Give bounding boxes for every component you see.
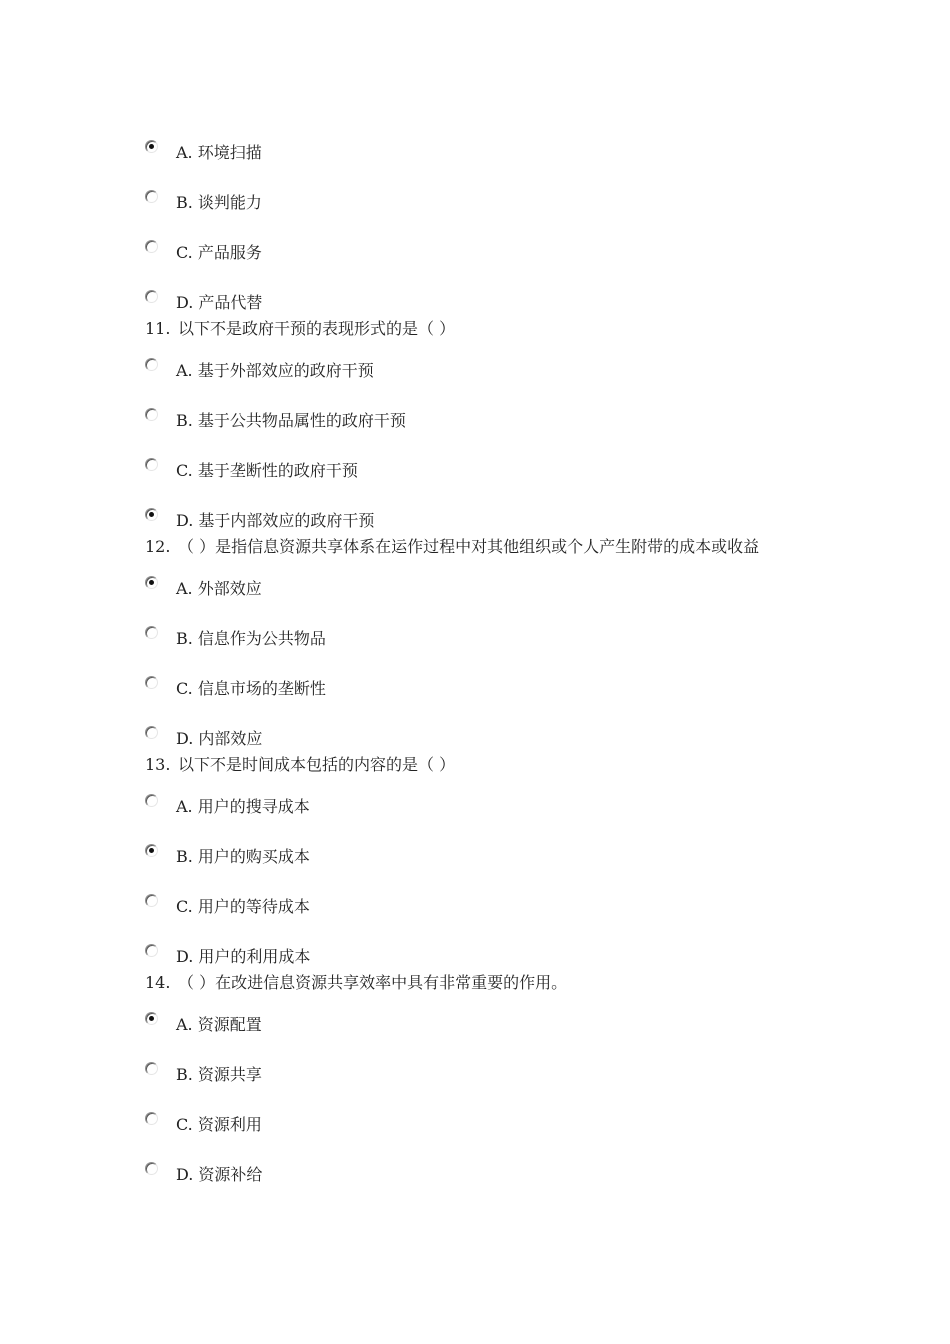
radio-unchecked-icon[interactable]: [145, 290, 158, 303]
radio-unchecked-icon[interactable]: [145, 1112, 158, 1125]
answer-option[interactable]: [0, 458, 950, 498]
radio-unchecked-icon[interactable]: [145, 726, 158, 739]
option-label: C. 用户的等待成本: [176, 897, 310, 916]
answer-option[interactable]: [0, 408, 950, 448]
radio-unchecked-icon[interactable]: [145, 894, 158, 907]
option-label: B. 资源共享: [176, 1065, 262, 1084]
radio-unchecked-icon[interactable]: [145, 458, 158, 471]
answer-option[interactable]: [0, 844, 950, 884]
answer-option[interactable]: [0, 190, 950, 230]
answer-option[interactable]: [0, 1062, 950, 1102]
option-label: B. 基于公共物品属性的政府干预: [176, 411, 406, 430]
answer-option[interactable]: [0, 1012, 950, 1052]
option-label: B. 谈判能力: [176, 193, 262, 212]
question-number: 12.: [145, 537, 171, 556]
radio-unchecked-icon[interactable]: [145, 240, 158, 253]
option-label: C. 产品服务: [176, 243, 262, 262]
radio-checked-icon[interactable]: [145, 844, 158, 857]
radio-checked-icon[interactable]: [145, 508, 158, 521]
question-text: （ ）是指信息资源共享体系在运作过程中对其他组织或个人产生附带的成本或收益: [178, 537, 760, 556]
question-number: 14.: [145, 973, 171, 992]
radio-unchecked-icon[interactable]: [145, 408, 158, 421]
question-text: 以下不是政府干预的表现形式的是（ ）: [178, 319, 456, 338]
option-label: A. 环境扫描: [176, 143, 262, 162]
option-label: A. 基于外部效应的政府干预: [176, 361, 374, 380]
option-label: A. 用户的搜寻成本: [176, 797, 310, 816]
question-number: 11.: [145, 319, 171, 338]
answer-option[interactable]: [0, 1162, 950, 1202]
answer-option[interactable]: [0, 1112, 950, 1152]
radio-unchecked-icon[interactable]: [145, 676, 158, 689]
radio-unchecked-icon[interactable]: [145, 1162, 158, 1175]
radio-unchecked-icon[interactable]: [145, 190, 158, 203]
radio-unchecked-icon[interactable]: [145, 1062, 158, 1075]
radio-unchecked-icon[interactable]: [145, 358, 158, 371]
option-label: D. 内部效应: [176, 729, 263, 748]
question-text: 以下不是时间成本包括的内容的是（ ）: [178, 755, 456, 774]
answer-option[interactable]: [0, 140, 950, 180]
answer-option[interactable]: [0, 676, 950, 716]
radio-checked-icon[interactable]: [145, 1012, 158, 1025]
question-text: （ ）在改进信息资源共享效率中具有非常重要的作用。: [178, 973, 568, 992]
option-label: B. 信息作为公共物品: [176, 629, 326, 648]
question-11: [145, 319, 925, 341]
option-label: A. 外部效应: [176, 579, 262, 598]
radio-checked-icon[interactable]: [145, 140, 158, 153]
question-14: [145, 973, 925, 995]
question-13: [145, 755, 925, 777]
answer-option[interactable]: [0, 576, 950, 616]
option-label: B. 用户的购买成本: [176, 847, 310, 866]
radio-checked-icon[interactable]: [145, 576, 158, 589]
option-label: C. 信息市场的垄断性: [176, 679, 326, 698]
option-label: D. 资源补给: [176, 1165, 263, 1184]
answer-option[interactable]: [0, 894, 950, 934]
radio-unchecked-icon[interactable]: [145, 944, 158, 957]
answer-option[interactable]: [0, 358, 950, 398]
option-label: C. 资源利用: [176, 1115, 262, 1134]
answer-option[interactable]: [0, 240, 950, 280]
answer-option[interactable]: [0, 626, 950, 666]
option-label: D. 用户的利用成本: [176, 947, 311, 966]
option-label: D. 产品代替: [176, 293, 263, 312]
answer-option[interactable]: [0, 794, 950, 834]
option-label: C. 基于垄断性的政府干预: [176, 461, 358, 480]
option-label: A. 资源配置: [176, 1015, 262, 1034]
radio-unchecked-icon[interactable]: [145, 626, 158, 639]
question-12: [145, 537, 925, 559]
question-number: 13.: [145, 755, 171, 774]
option-label: D. 基于内部效应的政府干预: [176, 511, 375, 530]
radio-unchecked-icon[interactable]: [145, 794, 158, 807]
